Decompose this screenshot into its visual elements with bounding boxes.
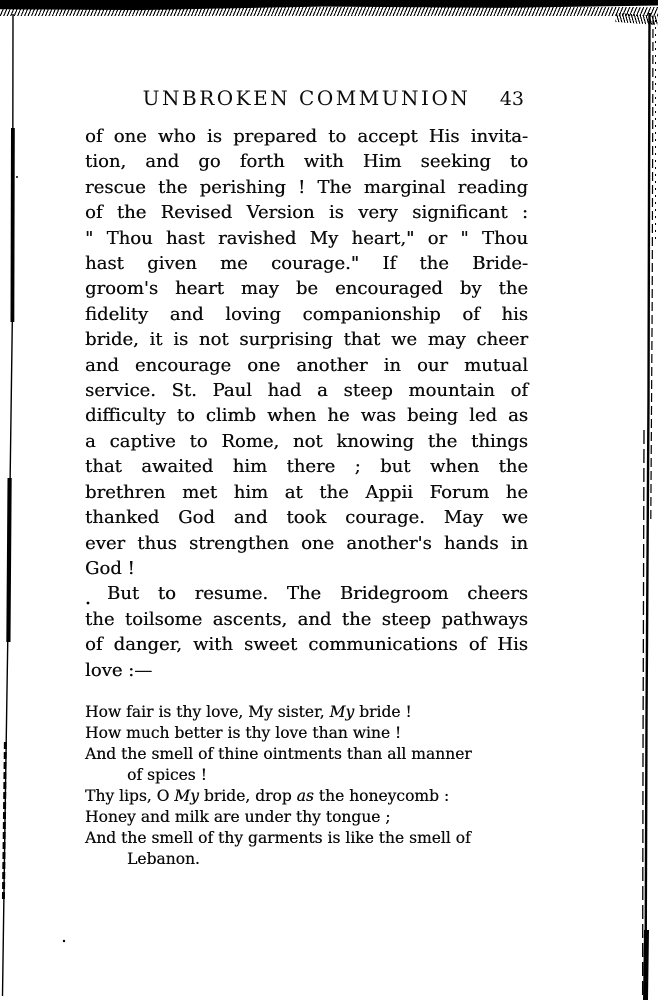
body-line: love :— [85,659,153,681]
verse-segment: Honey and milk are under thy tongue ; [85,807,391,826]
body-line: ever thus strengthen one another's hands in [85,532,528,554]
verse-segment: bride, drop [198,786,297,805]
body-line: rescue the perishing ! The marginal reading [85,176,528,198]
verse-line [85,849,528,870]
body-line: fidelity and loving companionship of his [85,303,528,325]
body-line: of danger, with sweet communications of His [85,634,528,656]
verse-segment: How much better is thy love than wine ! [85,723,402,742]
verse-segment: bride ! [354,702,412,721]
body-line: the toilsome ascents, and the steep pathways [85,608,528,630]
body-line: of the Revised Version is very significant : [85,202,528,224]
verse-line [85,744,528,765]
body-line: But to resume. The Bridegroom cheers [107,583,528,605]
verse-line [85,723,528,744]
verse-segment-italic: My [329,702,355,721]
verse-segment-italic: as [296,786,314,805]
verse-line [85,807,528,828]
body-line: " Thou hast ravished My heart," or " Thou [85,227,528,249]
verse-segment-italic: My [174,786,199,805]
body-line: that awaited him there ; but when the [85,456,528,478]
verse-segment: How fair is thy love, My sister, [85,702,330,721]
verse-segment: of spices ! [127,765,207,784]
body-line: difficulty to climb when he was being led as [85,405,528,427]
body-line: service. St. Paul had a steep mountain of [85,380,528,402]
body-line: of one who is prepared to accept His invita- [85,126,528,147]
running-header [85,86,528,108]
verse-line [85,765,528,786]
body-line: tion, and go forth with Him seeking to [85,151,528,173]
verse-segment: And the smell of thine ointments than all manner [85,744,472,763]
body-line: groom's heart may be encouraged by the [85,278,528,300]
body-line: and encourage one another in our mutual [85,354,528,376]
body-line: God ! [85,557,135,579]
body-line: brethren met him at the Appii Forum he [85,481,528,503]
verse-segment: Lebanon. [127,849,200,868]
verse-line [85,786,528,807]
body-line: hast given me courage." If the Bride- [85,253,528,275]
page-number: 43 [499,88,524,110]
verse-block [85,702,528,870]
body-text [85,124,528,683]
page-title: UNBROKEN COMMUNION [142,86,471,110]
verse-segment: And the smell of thy garments is like the smell of [85,828,471,847]
page-content [85,0,528,870]
body-line: a captive to Rome, not knowing the things [85,430,528,452]
verse-segment: Thy lips, O [85,786,175,805]
verse-line [85,828,528,849]
verse-segment: the honeycomb : [313,786,450,805]
verse-line [85,702,528,723]
body-line: bride, it is not surprising that we may cheer [85,329,528,351]
body-line: thanked God and took courage. May we [85,507,528,529]
